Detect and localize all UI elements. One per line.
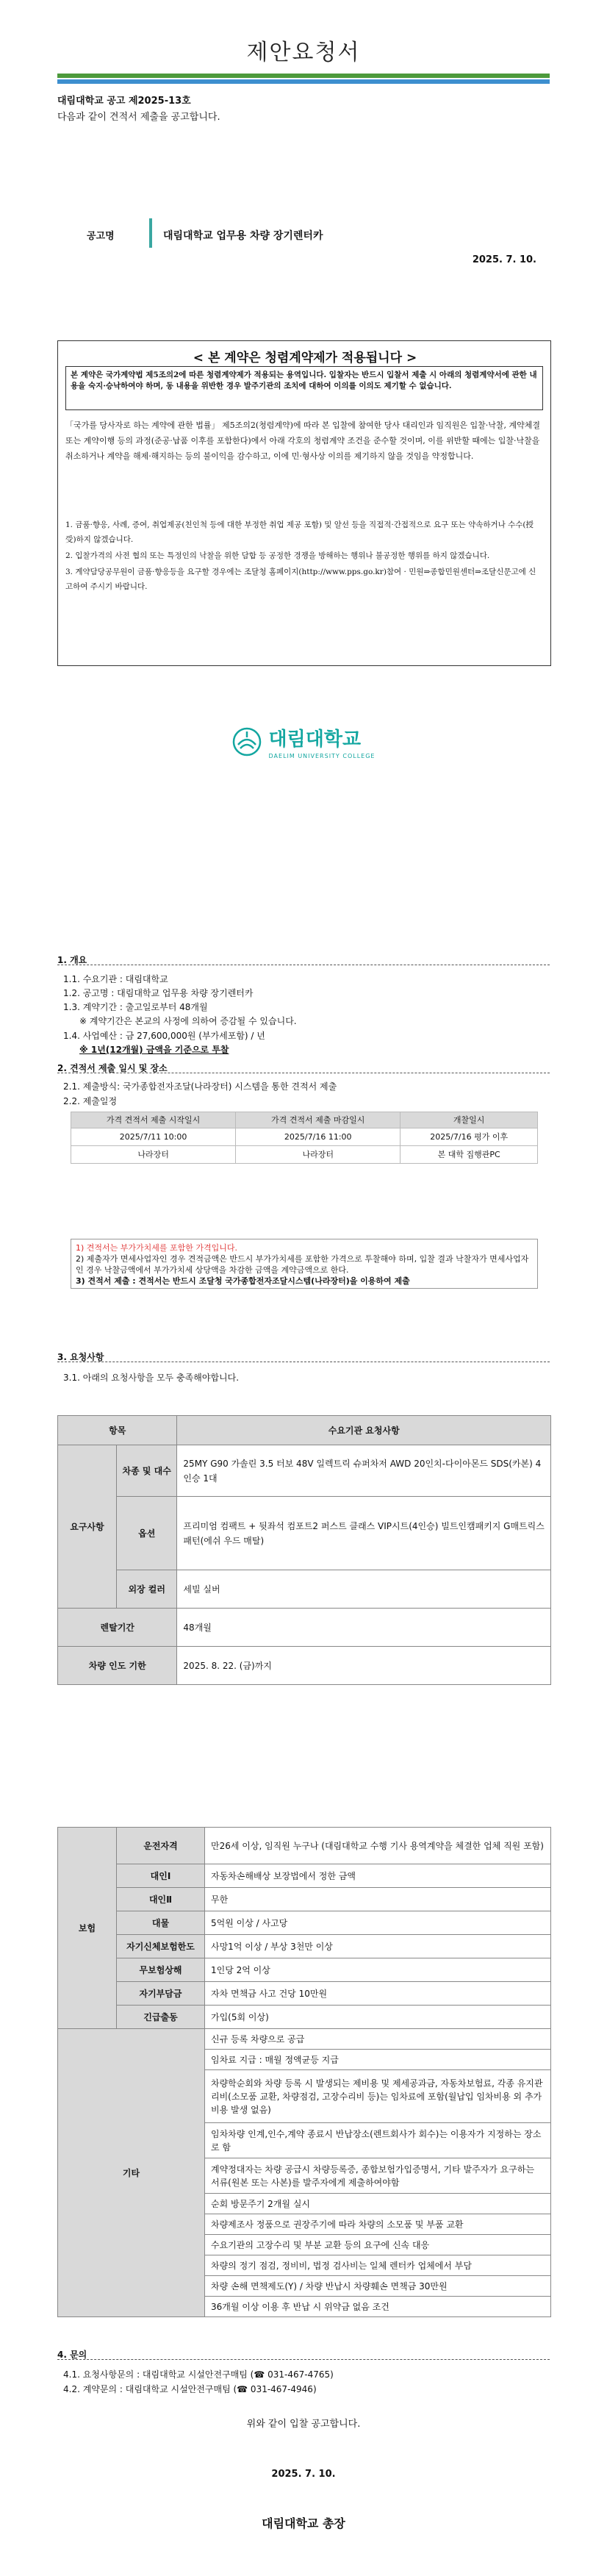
insurance-value: 1인당 2억 이상 — [205, 1958, 551, 1982]
warning-2: 2) 제출자가 면세사업자인 경우 견적금액은 반드시 부가가치세를 포함한 가격으로 투찰해야 하며, 입찰 결과 낙찰자가 면세사업자인 경우 낙찰금액에서 부가가치세 상당액을 차감한 금액을 계약금액으로 한다. — [76, 1254, 529, 1275]
insurance-value: 가입(5회 이상) — [205, 2006, 551, 2029]
insurance-table — [57, 1827, 551, 2317]
contract-list-item: 3. 계약담당공무원이 금품·향응등을 요구할 경우에는 조달청 홈페이지(http://www.pps.go.kr)참여 · 민원⇒종합민원센터⇒조달신문고에 신고하여 주시기 바랍니다. — [65, 568, 536, 591]
schedule-date: 2025/7/16 11:00 — [236, 1128, 401, 1146]
schedule-place: 나라장터 — [236, 1146, 401, 1164]
section-3-item: 3.1. 아래의 요청사항을 모두 충족해야합니다. — [63, 1373, 240, 1383]
section-4-item: 4.1. 요청사항문의 : 대림대학교 시설안전구매팀 (☎ 031-467-4765) — [63, 2369, 334, 2380]
section-4-item: 4.2. 계약문의 : 대림대학교 시설안전구매팀 (☎ 031-467-4946) — [63, 2384, 317, 2394]
requirements-table — [57, 1415, 551, 1685]
blue-divider — [57, 79, 550, 84]
insurance-value: 만26세 이상, 임직원 누구나 (대림대학교 수행 기사 용역계약을 체결한 업체 직원 포함) — [205, 1828, 551, 1864]
schedule-header: 가격 견적서 제출 마감일시 — [236, 1112, 401, 1128]
announcement-description: 다음과 같이 견적서 제출을 공고합니다. — [57, 112, 220, 123]
etc-item: 36개월 이상 이용 후 반납 시 위약금 없음 조건 — [205, 2297, 551, 2317]
insurance-value: 사망1억 이상 / 부상 3천만 이상 — [205, 1935, 551, 1958]
insurance-label: 자기신체보험한도 — [117, 1935, 205, 1958]
etc-item: 차량제조사 정품으로 권장주기에 따라 차량의 소모품 및 부품 교환 — [205, 2214, 551, 2235]
notice-accent-bar — [149, 218, 152, 248]
etc-item: 계약정대자는 차량 공급시 차량등록증, 종합보험가입증명서, 기타 발주자가 요구하는 서류(원본 또는 사본)를 발주자에게 제출하여야함 — [205, 2158, 551, 2194]
schedule-table — [71, 1112, 538, 1164]
section-1-note: ※ 계약기간은 본교의 사정에 의하여 증감될 수 있습니다. — [79, 1016, 297, 1026]
schedule-header: 가격 견적서 제출 시작일시 — [71, 1112, 236, 1128]
req-label: 외장 컬러 — [117, 1570, 177, 1609]
university-emblem-icon — [232, 727, 262, 756]
closing-signer: 대림대학교 총장 — [262, 2516, 345, 2530]
contract-box-title: < 본 계약은 청렴계약제가 적용됩니다 > — [193, 351, 417, 365]
etc-item: 임차차량 인계,인수,계약 종료시 반납장소(렌트회사가 회수)는 이용자가 지정하는 장소로 함 — [205, 2123, 551, 2158]
section-2-item: 2.2. 제출일정 — [63, 1096, 118, 1106]
etc-item: 순회 방문주기 2개월 실시 — [205, 2194, 551, 2214]
req-value: 세빌 실버 — [177, 1570, 551, 1609]
logo-subtitle: DAELIM UNIVERSITY COLLEGE — [268, 753, 376, 759]
etc-item: 수요기관의 고장수리 및 부분 교환 등의 요구에 신속 대응 — [205, 2235, 551, 2255]
bid-warning-box — [71, 1239, 538, 1289]
schedule-place: 나라장터 — [71, 1146, 236, 1164]
req-value: 25MY G90 가솔린 3.5 터보 48V 일렉트릭 슈퍼차저 AWD 20인치-다이아몬드 SDS(카본) 4인승 1대 — [177, 1445, 551, 1497]
etc-item: 임차료 지급 : 매월 정액균등 지급 — [205, 2050, 551, 2070]
insurance-label: 대물 — [117, 1911, 205, 1935]
insurance-value: 자동차손해배상 보장법에서 정한 금액 — [205, 1864, 551, 1888]
etc-item: 차량학순회와 차량 등록 시 발생되는 제비용 및 제세공과금, 자동차보험료, 각종 유지관리비(소모품 교환, 차량점검, 고장수리비 등)는 임차료에 포함(월납입 임차비용 외 추가비용 발생 없음) — [205, 2070, 551, 2123]
req-label: 차종 및 대수 — [117, 1445, 177, 1497]
section-3-title: 3. 요청사항 — [57, 1352, 104, 1362]
warning-1: 1) 견적서는 부가가치세를 포함한 가격입니다. — [76, 1243, 238, 1253]
section-1-item: 1.2. 공고명 : 대림대학교 업무용 차량 장기렌터카 — [63, 988, 254, 998]
contract-list — [65, 518, 543, 595]
contract-list-item: 1. 금품·향응, 사례, 증여, 취업제공(친인척 등에 대한 부정한 취업 제공 포함) 및 알선 등을 직접적·간접적으로 요구 또는 약속하거나 수수(授受)하지 않겠습니다. — [65, 520, 534, 544]
integrity-contract-box — [57, 340, 551, 666]
notice-label: 공고명 — [87, 231, 115, 242]
document-title: 제안요청서 — [246, 40, 361, 65]
contract-paragraph: 「국가를 당사자로 하는 계약에 관한 법률」 제5조의2(청렴계약)에 따라 본 입찰에 참여한 당사 대리인과 임직원은 입찰·낙찰, 계약체결 또는 계약이행 등의 과정(준공·납품 이후를 포함한다)에서 아래 각호의 청렴계약 조건을 준수할 것이며, 이를 위반할 때에는 입찰·낙찰을 취소하거나 계약을 해제·해지하는 등의 불이익을 감수하고, 이에 민·형사상 이의를 제기하지 않을 것임을 약정합니다. — [65, 421, 540, 461]
section-4-divider — [57, 2359, 550, 2360]
warning-3: 3) 견적서 제출 : 견적서는 반드시 조달청 국가종합전자조달시스템(나라장터)을 이용하여 제출 — [76, 1276, 410, 1286]
req-group-label: 요구사항 — [58, 1445, 117, 1609]
schedule-place: 본 대학 집행관PC — [401, 1146, 538, 1164]
section-2-item: 2.1. 제출방식: 국가종합전자조달(나라장터) 시스템을 통한 견적서 제출 — [63, 1081, 337, 1092]
notice-date: 2025. 7. 10. — [472, 254, 536, 265]
section-1-item: 1.4. 사업예산 : 금 27,600,000원 (부가세포함) / 년 — [63, 1031, 265, 1041]
section-2-title: 2. 견적서 제출 일시 및 장소 — [57, 1063, 168, 1073]
req-header: 수요기관 요청사항 — [177, 1416, 551, 1445]
announcement-number: 대림대학교 공고 제2025-13호 — [57, 96, 191, 107]
req-label: 옵션 — [117, 1497, 177, 1570]
etc-item: 차량 손해 면책제도(Y) / 차량 반납시 차량훼손 면책금 30만원 — [205, 2276, 551, 2297]
section-1-item: 1.3. 계약기간 : 출고일로부터 48개월 — [63, 1002, 208, 1012]
section-4-title: 4. 문의 — [57, 2350, 87, 2360]
insurance-label: 긴급출동 — [117, 2006, 205, 2029]
schedule-date: 2025/7/16 평가 이후 — [401, 1128, 538, 1146]
insurance-label: 운전자격 — [117, 1828, 205, 1864]
section-1-note-bold: ※ 1년(12개월) 금액을 기준으로 투찰 — [79, 1045, 229, 1055]
logo-text — [269, 724, 376, 759]
contract-box-inner: 본 계약은 국가계약법 제5조의2에 따른 청렴계약제가 적용되는 용역입니다. 입찰자는 반드시 입찰서 제출 시 아래의 청렴계약서에 관한 내용을 숙지·승낙하여야 하며, 동 내용을 위반한 경우 발주기관의 조치에 대하여 이의를 이의도 제기할 수 없습니다. — [65, 366, 543, 410]
insurance-value: 5억원 이상 / 사고당 — [205, 1911, 551, 1935]
etc-item: 차량의 정기 점검, 정비비, 법정 검사비는 일체 렌터카 업체에서 부담 — [205, 2255, 551, 2276]
insurance-label: 대인Ⅱ — [117, 1888, 205, 1911]
schedule-date: 2025/7/11 10:00 — [71, 1128, 236, 1146]
insurance-label: 자기부담금 — [117, 1982, 205, 2006]
req-label: 렌탈기간 — [58, 1609, 177, 1647]
req-value: 프리미엄 컴팩트 + 뒷좌석 컴포트2 퍼스트 클래스 VIP시트(4인승) 빌트인캠패키지 G매트릭스 패턴(에쉬 우드 매탈) — [177, 1497, 551, 1570]
req-header: 항목 — [58, 1416, 177, 1445]
req-value: 48개월 — [177, 1609, 551, 1647]
insurance-value: 자차 면책금 사고 건당 10만원 — [205, 1982, 551, 2006]
closing-text: 위와 같이 입찰 공고합니다. — [246, 2419, 361, 2430]
contract-list-item: 2. 입찰가격의 사전 협의 또는 특정인의 낙찰을 위한 담합 등 공정한 경쟁을 방해하는 행위나 불공정한 행위를 하지 않겠습니다. — [65, 551, 490, 560]
req-label: 차량 인도 기한 — [58, 1647, 177, 1685]
section-1-item: 1.1. 수요기관 : 대림대학교 — [63, 974, 168, 984]
logo-name: 대림대학교 — [268, 729, 362, 751]
etc-label: 기타 — [58, 2029, 205, 2317]
req-value: 2025. 8. 22. (금)까지 — [177, 1647, 551, 1685]
etc-item: 신규 등록 차량으로 공급 — [205, 2029, 551, 2050]
schedule-header: 개찰일시 — [401, 1112, 538, 1128]
insurance-value: 무한 — [205, 1888, 551, 1911]
green-divider — [57, 74, 550, 78]
insurance-group-label: 보험 — [58, 1828, 117, 2029]
closing-date: 2025. 7. 10. — [271, 2469, 336, 2480]
notice-title: 대림대학교 업무용 차량 장기렌터카 — [163, 230, 323, 242]
university-logo — [0, 724, 607, 759]
section-1-title: 1. 개요 — [57, 955, 87, 965]
insurance-label: 대인Ⅰ — [117, 1864, 205, 1888]
insurance-label: 무보험상해 — [117, 1958, 205, 1982]
